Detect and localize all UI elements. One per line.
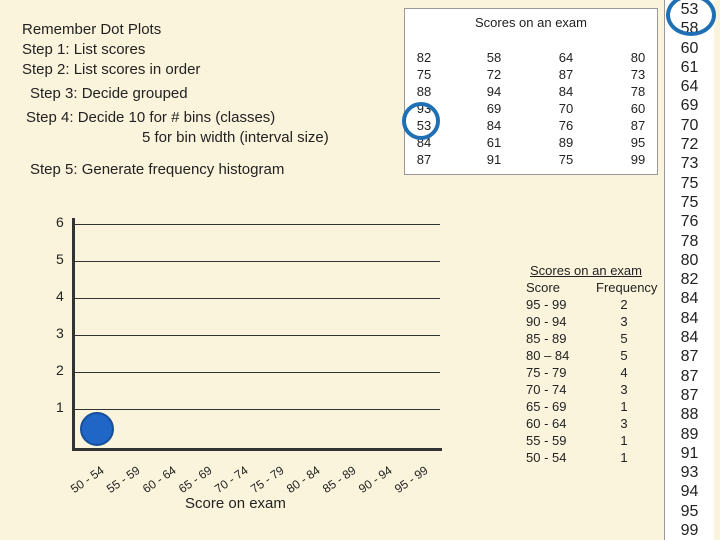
sorted-score-item: 69 (680, 97, 699, 115)
sorted-score-item: 61 (680, 58, 699, 76)
x-tick-label: 70 - 74 (211, 463, 251, 496)
y-tick-label: 5 (56, 251, 64, 267)
score-cell: 53 (416, 118, 432, 133)
score-cell: 72 (486, 67, 502, 82)
x-tick-label: 80 - 84 (283, 463, 323, 496)
frequency-row (520, 381, 652, 398)
scores-column-2 (479, 49, 509, 168)
steps-panel (22, 20, 382, 180)
sorted-score-item: 89 (680, 425, 699, 443)
frequency-row-range: 95 - 99 (526, 297, 567, 312)
score-cell: 73 (630, 67, 646, 82)
highlight-circle-53 (402, 102, 440, 140)
sorted-score-item: 87 (680, 367, 699, 385)
frequency-row (520, 313, 652, 330)
header-score: Score (526, 280, 560, 295)
frequency-row (520, 449, 652, 466)
score-cell: 60 (630, 101, 646, 116)
x-tick-label: 60 - 64 (139, 463, 179, 496)
x-tick-label: 95 - 99 (391, 463, 431, 496)
frequency-table (520, 262, 658, 466)
sorted-score-item: 87 (680, 348, 699, 366)
frequency-row-count: 4 (620, 365, 628, 380)
score-cell: 87 (630, 118, 646, 133)
scores-table (404, 8, 658, 175)
score-cell: 84 (558, 84, 574, 99)
score-cell: 80 (630, 50, 646, 65)
frequency-row-count: 1 (620, 399, 628, 414)
frequency-row (520, 398, 652, 415)
frequency-table-title: Scores on an exam (529, 263, 642, 278)
score-cell: 78 (630, 84, 646, 99)
frequency-row-range: 55 - 59 (526, 433, 567, 448)
sorted-score-item: 73 (680, 155, 699, 173)
score-cell: 82 (416, 50, 432, 65)
grid-line (74, 335, 440, 336)
frequency-dot-50-54 (80, 412, 114, 446)
sorted-score-item: 64 (680, 78, 699, 96)
frequency-row (520, 347, 652, 364)
frequency-row (520, 296, 652, 313)
score-cell: 91 (486, 152, 502, 167)
y-tick-label: 2 (56, 362, 64, 378)
step-4: Step 4: Decide 10 for # bins (classes) (26, 109, 276, 126)
score-cell: 89 (558, 135, 574, 150)
sorted-score-item: 60 (680, 39, 699, 57)
frequency-row-count: 1 (620, 450, 628, 465)
score-cell: 64 (558, 50, 574, 65)
scores-column-4 (623, 49, 653, 168)
grid-line (74, 409, 440, 410)
score-cell: 58 (486, 50, 502, 65)
sorted-score-item: 78 (680, 232, 699, 250)
frequency-row-range: 75 - 79 (526, 365, 567, 380)
sorted-score-item: 53 (680, 1, 699, 18)
x-tick-label: 75 - 79 (247, 463, 287, 496)
frequency-row-count: 3 (620, 416, 628, 431)
y-tick-label: 6 (56, 214, 64, 230)
grid-line (74, 372, 440, 373)
sorted-score-item: 95 (680, 502, 699, 520)
x-tick-label: 90 - 94 (355, 463, 395, 496)
x-tick-label: 85 - 89 (319, 463, 359, 496)
sorted-score-item: 87 (680, 386, 699, 404)
frequency-row-range: 60 - 64 (526, 416, 567, 431)
y-tick-label: 1 (56, 399, 64, 415)
grid-line (74, 261, 440, 262)
score-cell: 75 (416, 67, 432, 82)
sorted-score-item: 91 (680, 444, 699, 462)
score-cell: 94 (486, 84, 502, 99)
step-1: Step 1: List scores (22, 41, 146, 58)
grid-line (74, 224, 440, 225)
score-cell: 87 (558, 67, 574, 82)
score-cell: 87 (416, 152, 432, 167)
frequency-table-header (520, 279, 658, 296)
grid-line (74, 298, 440, 299)
x-tick-label: 65 - 69 (175, 463, 215, 496)
sorted-score-item: 99 (680, 522, 699, 540)
step-5: Step 5: Generate frequency histogram (30, 161, 285, 178)
sorted-score-item: 82 (680, 271, 699, 289)
sorted-score-item: 84 (680, 309, 699, 327)
frequency-row-range: 50 - 54 (526, 450, 567, 465)
frequency-row (520, 432, 652, 449)
frequency-row-count: 1 (620, 433, 628, 448)
frequency-row-count: 5 (620, 348, 628, 363)
step-3: Step 3: Decide grouped (30, 85, 188, 102)
scores-table-title: Scores on an exam (474, 15, 587, 30)
score-cell: 93 (416, 101, 432, 116)
frequency-row-count: 5 (620, 331, 628, 346)
sorted-score-item: 72 (680, 136, 699, 154)
frequency-row-count: 3 (620, 314, 628, 329)
y-axis (72, 218, 75, 450)
score-cell: 84 (416, 135, 432, 150)
frequency-row-count: 3 (620, 382, 628, 397)
sorted-score-item: 84 (680, 329, 699, 347)
sorted-scores-list (664, 0, 714, 540)
y-tick-label: 4 (56, 288, 64, 304)
score-cell: 69 (486, 101, 502, 116)
step-4-detail: 5 for bin width (interval size) (142, 129, 329, 146)
score-cell: 76 (558, 118, 574, 133)
histogram (0, 190, 460, 530)
score-cell: 95 (630, 135, 646, 150)
sorted-score-item: 94 (680, 483, 699, 501)
score-cell: 84 (486, 118, 502, 133)
frequency-table-body (520, 296, 652, 466)
sorted-score-item: 88 (680, 406, 699, 424)
sorted-score-item: 75 (680, 174, 699, 192)
frequency-row-range: 65 - 69 (526, 399, 567, 414)
frequency-row-range: 80 – 84 (526, 348, 570, 363)
x-tick-label: 55 - 59 (103, 463, 143, 496)
sorted-score-item: 76 (680, 213, 699, 231)
sorted-score-item: 80 (680, 251, 699, 269)
scores-column-3 (551, 49, 581, 168)
frequency-row (520, 330, 652, 347)
sorted-score-item: 70 (680, 116, 699, 134)
sorted-score-item: 84 (680, 290, 699, 308)
sorted-score-item: 58 (680, 20, 699, 38)
y-tick-label: 3 (56, 325, 64, 341)
frequency-row-range: 90 - 94 (526, 314, 567, 329)
frequency-row-range: 70 - 74 (526, 382, 567, 397)
score-cell: 99 (630, 152, 646, 167)
score-cell: 88 (416, 84, 432, 99)
x-axis (72, 448, 442, 451)
x-tick-label: 50 - 54 (67, 463, 107, 496)
steps-heading: Remember Dot Plots (22, 21, 162, 38)
frequency-row (520, 364, 652, 381)
frequency-row-count: 2 (620, 297, 628, 312)
sorted-score-item: 93 (680, 464, 699, 482)
frequency-row-range: 85 - 89 (526, 331, 567, 346)
score-cell: 70 (558, 101, 574, 116)
step-2: Step 2: List scores in order (22, 61, 201, 78)
x-axis-title: Score on exam (185, 495, 286, 512)
score-cell: 61 (486, 135, 502, 150)
score-cell: 75 (558, 152, 574, 167)
frequency-row (520, 415, 652, 432)
header-frequency: Frequency (596, 280, 658, 295)
sorted-score-item: 75 (680, 193, 699, 211)
